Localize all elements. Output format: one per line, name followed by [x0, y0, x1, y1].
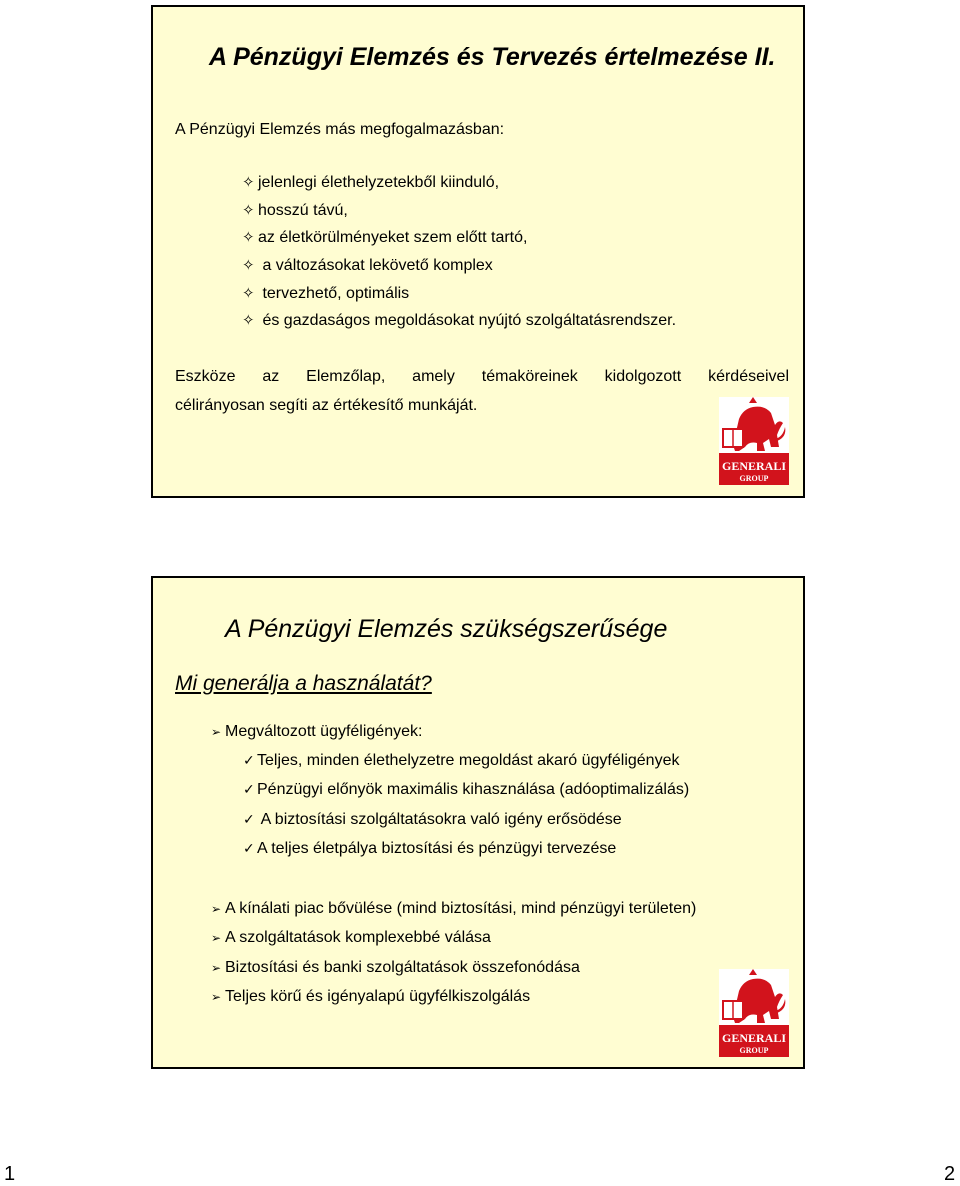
bullet-item: ➢ A kínálati piac bővülése (mind biztosítási, mind pénzügyi területen) — [211, 900, 697, 917]
check-icon: ✓ — [243, 781, 255, 797]
page-number-left: 1 — [4, 1163, 16, 1185]
check-item: ✓ Pénzügyi előnyök maximális kihasználása (adóoptimalizálás) — [243, 781, 690, 798]
check-item: ✓ Teljes, minden élethelyzetre megoldást akaró ügyféligények — [243, 752, 680, 769]
star-bullet-icon: ✧ — [242, 257, 255, 274]
list-item: ✧ és gazdaságos megoldásokat nyújtó szolgáltatásrendszer. — [242, 312, 677, 329]
paragraph-line: célirányosan segíti az értékesítő munkáját. — [175, 397, 478, 414]
slide-subtitle: A Pénzügyi Elemzés más megfogalmazásban: — [175, 121, 505, 138]
bullet-item: ➢ Biztosítási és banki szolgáltatások összefonódása — [211, 959, 580, 976]
logo-subtext: GROUP — [739, 1046, 769, 1055]
star-bullet-icon: ✧ — [242, 285, 255, 302]
slide-2 — [151, 576, 805, 1069]
list-item: ✧ jelenlegi élethelyzetekből kiinduló, — [242, 174, 500, 191]
arrow-bullet-icon: ➢ — [211, 725, 222, 739]
arrow-bullet-icon: ➢ — [211, 931, 222, 945]
check-icon: ✓ — [243, 811, 255, 827]
paragraph-line: Eszköze az Elemzőlap, amely témaköreinek kidolgozott kérdéseivel — [175, 368, 789, 385]
arrow-bullet-icon: ➢ — [211, 961, 222, 975]
arrow-bullet-icon: ➢ — [211, 902, 222, 916]
slide-title: A Pénzügyi Elemzés szükségszerűsége — [225, 615, 668, 643]
list-item: ✧ tervezhető, optimális — [242, 285, 410, 302]
logo-text: GENERALI — [721, 1031, 787, 1045]
slide-title: A Pénzügyi Elemzés és Tervezés értelmezése II. — [209, 43, 776, 71]
paragraph — [175, 362, 789, 420]
generali-logo — [719, 397, 789, 485]
check-item: ✓ A biztosítási szolgáltatásokra való igény erősödése — [243, 811, 622, 828]
generali-logo — [719, 969, 789, 1057]
logo-subtext: GROUP — [739, 474, 769, 483]
list-item: ✧ az életkörülményeket szem előtt tartó, — [242, 229, 528, 246]
list-item: ✧ a változásokat lekövető komplex — [242, 257, 493, 274]
star-bullet-icon: ✧ — [242, 312, 255, 329]
page-number-right: 2 — [944, 1163, 956, 1185]
star-bullet-icon: ✧ — [242, 229, 255, 246]
arrow-bullet-icon: ➢ — [211, 990, 222, 1004]
slide-question: Mi generálja a használatát? — [175, 672, 432, 695]
check-icon: ✓ — [243, 840, 255, 856]
group-header: ➢ Megváltozott ügyféligények: — [211, 723, 423, 740]
star-bullet-icon: ✧ — [242, 174, 255, 191]
check-icon: ✓ — [243, 752, 255, 768]
bullet-item: ➢ Teljes körű és igényalapú ügyfélkiszolgálás — [211, 988, 531, 1005]
bullet-item: ➢ A szolgáltatások komplexebbé válása — [211, 929, 491, 946]
check-item: ✓ A teljes életpálya biztosítási és pénzügyi tervezése — [243, 840, 617, 857]
slide-1 — [151, 5, 805, 498]
list-item: ✧ hosszú távú, — [242, 202, 348, 219]
logo-text: GENERALI — [721, 459, 787, 473]
star-bullet-icon: ✧ — [242, 202, 255, 219]
